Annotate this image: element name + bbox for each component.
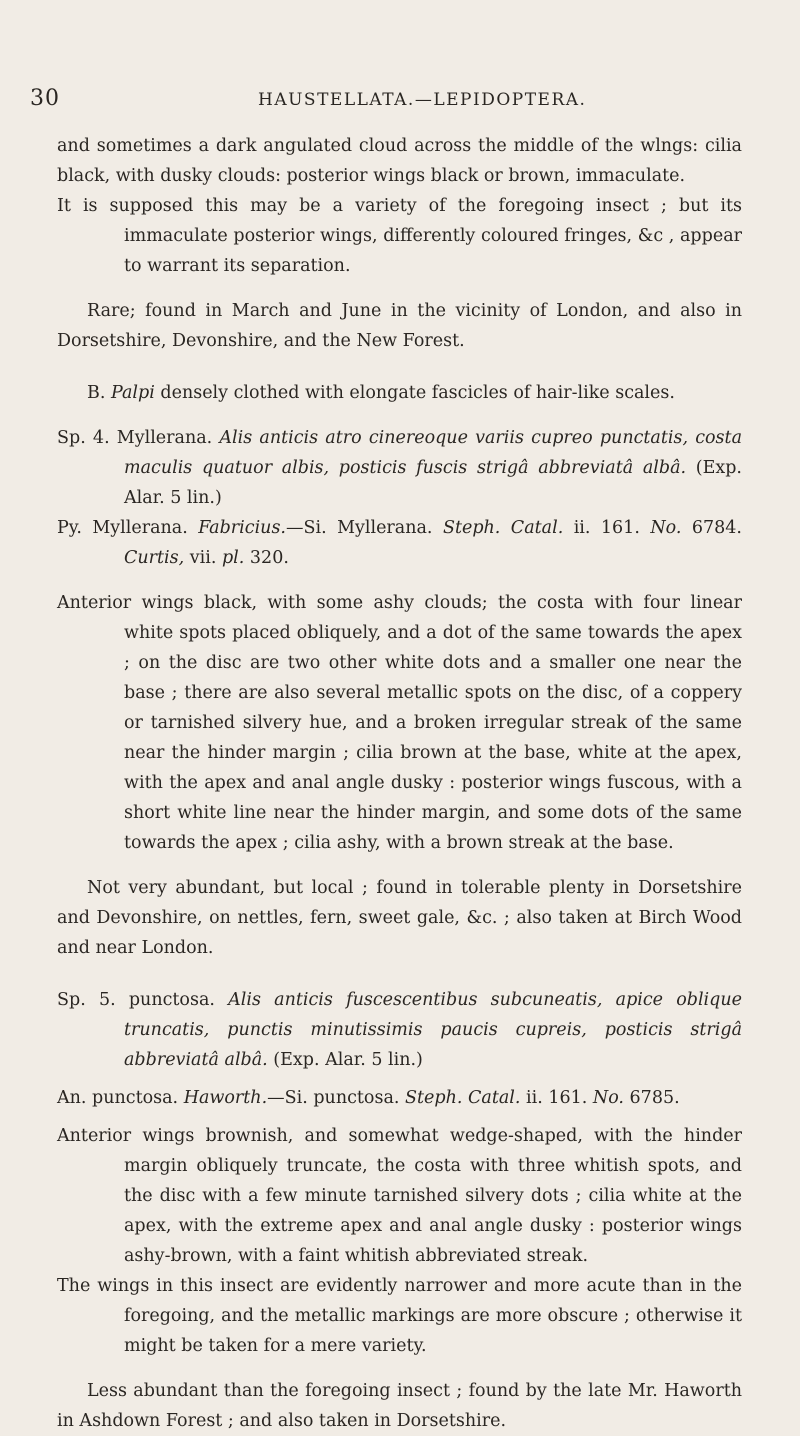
paragraph-habitat-2: Not very abundant, but local ; found in tolerable plenty in Dorsetshire and Devonshire, on nettles, fern, sweet gale, &c. ; also taken at Birch Wood and near London. [57,878,742,958]
page-number: 30 [30,86,60,111]
synonym-text: —Si. Myllerana. [285,518,443,538]
section-letter: B. [87,383,111,403]
synonym-author: Steph. Catal. [442,518,564,538]
species-5-expanse: (Exp. Alar. 5 lin.) [267,1050,423,1070]
species-5-synonymy [0,1083,800,1113]
synonym-author: Steph. Catal. [405,1088,521,1108]
species-4-name: Sp. 4. Myllerana. [57,428,220,448]
synonym-author: No. [650,518,682,538]
paragraph-variety-note: It is supposed this may be a variety of the foregoing insect ; but its immaculate posterior wings, differently coloured fringes, &c , appear to warrant its separation. [57,196,742,276]
synonym-text: vii. [184,548,222,568]
paragraph-comparison: The wings in this insect are evidently narrower and more acute than in the foregoing, and the metallic markings are more obscure ; otherwise it might be taken for a mere variety. [57,1276,742,1356]
species-4-synonymy [0,513,800,573]
species-5-description: Anterior wings brownish, and somewhat wedge-shaped, with the hinder margin obliquely truncate, the costa with three whitish spots, and the disc with a few minute tarnished silvery dots ; cilia white at the apex, with the extreme apex and anal angle dusky : posterior wings ashy-brown, with a faint whitish abbreviated streak. [57,1126,742,1266]
section-heading-b [0,378,800,408]
species-5-latin: Alis anticis fuscescentibus subcuneatis, apice oblique truncatis, punctis minutissimis paucis cupreis, posticis strigâ abbreviatâ albâ. [124,990,742,1070]
synonym-text: Py. Myllerana. [57,518,199,538]
species-4-diagnosis [0,423,800,513]
species-5-name: Sp. 5. punctosa. [57,990,229,1010]
species-4-expanse: (Exp. Alar. 5 lin.) [124,458,742,508]
synonym-author: No. [592,1088,624,1108]
paragraph-habitat-3: Less abundant than the foregoing insect ; found by the late Mr. Haworth in Ashdown Forest ; and also taken in Dorsetshire. [57,1381,742,1431]
paragraph-habitat-1: Rare; found in March and June in the vicinity of London, and also in Dorsetshire, Devonshire, and the New Forest. [57,301,742,351]
synonym-author: Haworth. [183,1088,268,1108]
synonym-text: 6784. [681,518,742,538]
synonym-author: Fabricius. [198,518,286,538]
paragraph-continuation: and sometimes a dark angulated cloud across the middle of the wlngs: cilia black, with dusky clouds: posterior wings black or brown, immaculate. [57,136,742,186]
running-head [30,86,740,116]
synonym-text: ii. 161. [563,518,651,538]
synonym-text: —Si. punctosa. [267,1088,406,1108]
section-term: Palpi [111,383,155,403]
running-title: HAUSTELLATA.—LEPIDOPTERA. [258,90,587,110]
synonym-text: 320. [244,548,289,568]
synonym-author: Curtis, [124,548,185,568]
species-4-description: Anterior wings black, with some ashy clouds; the costa with four linear white spots placed obliquely, and a dot of the same towards the apex ; on the disc are two other white dots and a smaller one near the base ; there are also several metallic spots on the disc, of a coppery or tarnished silvery hue, and a broken irregular streak of the same near the hinder margin ; cilia brown at the base, white at the apex, with the apex and anal angle dusky : posterior wings fuscous, with a short white line near the hinder margin, and some dots of the same towards the apex ; cilia ashy, with a brown streak at the base. [57,593,742,853]
section-description: densely clothed with elongate fascicles of hair-like scales. [154,383,675,403]
synonym-text: An. punctosa. [57,1088,184,1108]
synonym-author: pl. [221,548,245,568]
synonym-text: ii. 161. [520,1088,593,1108]
body-text [0,131,800,1436]
synonym-text: 6785. [623,1088,680,1108]
species-4-latin: Alis anticis atro cinereoque variis cupreo punctatis, costa maculis quatuor albis, posticis fuscis strigâ abbreviatâ albâ. [124,428,742,478]
species-5-diagnosis [0,985,800,1075]
